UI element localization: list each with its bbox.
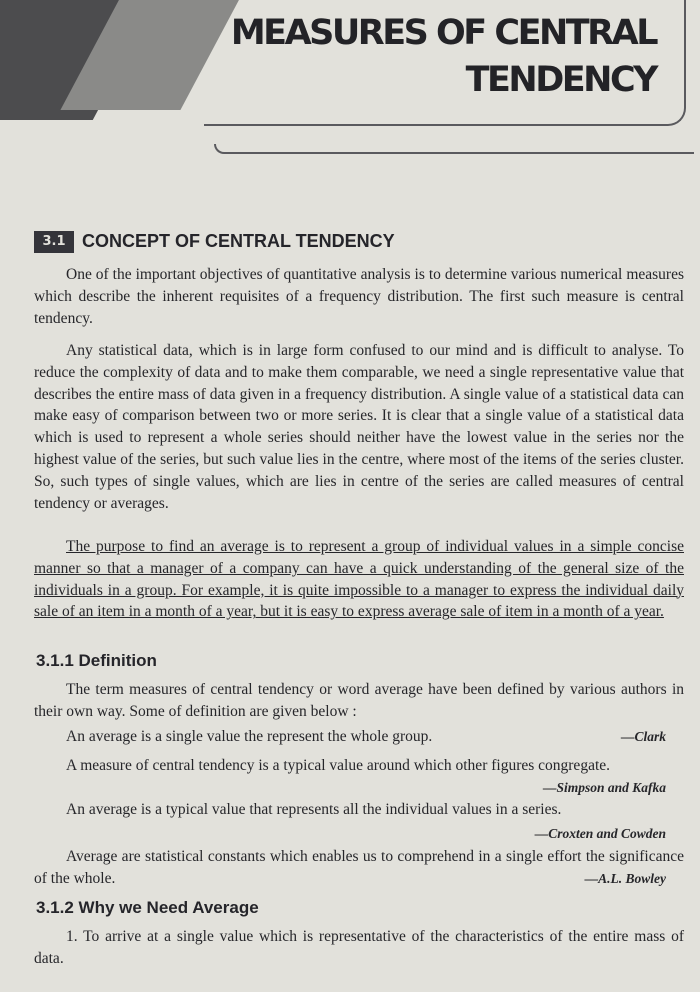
quote-text: Average are statistical constants which enables us to comprehend in a single effort the significance of the whole. bbox=[34, 848, 684, 887]
paragraph-intro: One of the important objectives of quantitative analysis is to determine various numerical measures which describe the inherent requisites of a frequency distribution. The first such measure is central tendency. bbox=[34, 266, 684, 327]
chapter-title-frame bbox=[204, 0, 686, 126]
section-title: CONCEPT OF CENTRAL TENDENCY bbox=[82, 231, 395, 251]
chapter-title-rule bbox=[214, 144, 694, 154]
quote-text: An average is a single value the represent the whole group. bbox=[66, 728, 433, 745]
chapter-title-line-1: MEASURES OF CENTRAL bbox=[230, 13, 656, 53]
definition-quote bbox=[34, 726, 684, 748]
definition-quote bbox=[34, 846, 684, 890]
quote-author: —Croxten and Cowden bbox=[534, 826, 666, 841]
definition-quote bbox=[34, 799, 684, 841]
subsection-why-heading: 3.1.2 Why we Need Average bbox=[36, 898, 259, 917]
definition-intro: The term measures of central tendency or word average have been defined by various authors in their own way. Some of definition are given below : bbox=[34, 681, 684, 720]
chapter-title-line-2: TENDENCY bbox=[465, 60, 656, 100]
subsection-definition-heading: 3.1.1 Definition bbox=[36, 651, 157, 670]
quote-text: A measure of central tendency is a typical value around which other figures congregate. bbox=[66, 757, 611, 774]
chapter-title bbox=[231, 10, 656, 104]
definition-quote bbox=[34, 755, 684, 795]
section-number-badge: 3.1 bbox=[34, 231, 74, 253]
quote-text: An average is a typical value that represents all the individual values in a series. bbox=[66, 801, 562, 818]
why-list-item: 1. To arrive at a single value which is representative of the characteristics of the entire mass of data. bbox=[34, 928, 684, 967]
paragraph-purpose: The purpose to find an average is to represent a group of individual values in a simple concise manner so that a manager of a company can have a quick understanding of the general size of the individuals in a group. For example, it is quite impossible to a manager to express the individual daily sale of an item in a month of a year, but it is easy to express average sale of item in a month of a year. bbox=[34, 538, 684, 621]
quote-author: —Clark bbox=[620, 729, 666, 744]
quote-author: —A.L. Bowley bbox=[584, 871, 666, 886]
quote-author: —Simpson and Kafka bbox=[542, 780, 666, 795]
paragraph-complexity: Any statistical data, which is in large form confused to our mind and is difficult to analyse. To reduce the complexity of data and to make them comparable, we need a single representative value that describes the entire mass of data given in a frequency distribution. A single value of a statistical data can make easy of comparison between two or more series. It is clear that a single value of a statistical data which is used to represent a whole series should neither have the lowest value in the series nor the highest value of the series, but such value lies in the centre, where most of the items of the series cluster. So, such types of single values, which are lies in centre of the series are called measures of central tendency or averages. bbox=[34, 342, 684, 512]
